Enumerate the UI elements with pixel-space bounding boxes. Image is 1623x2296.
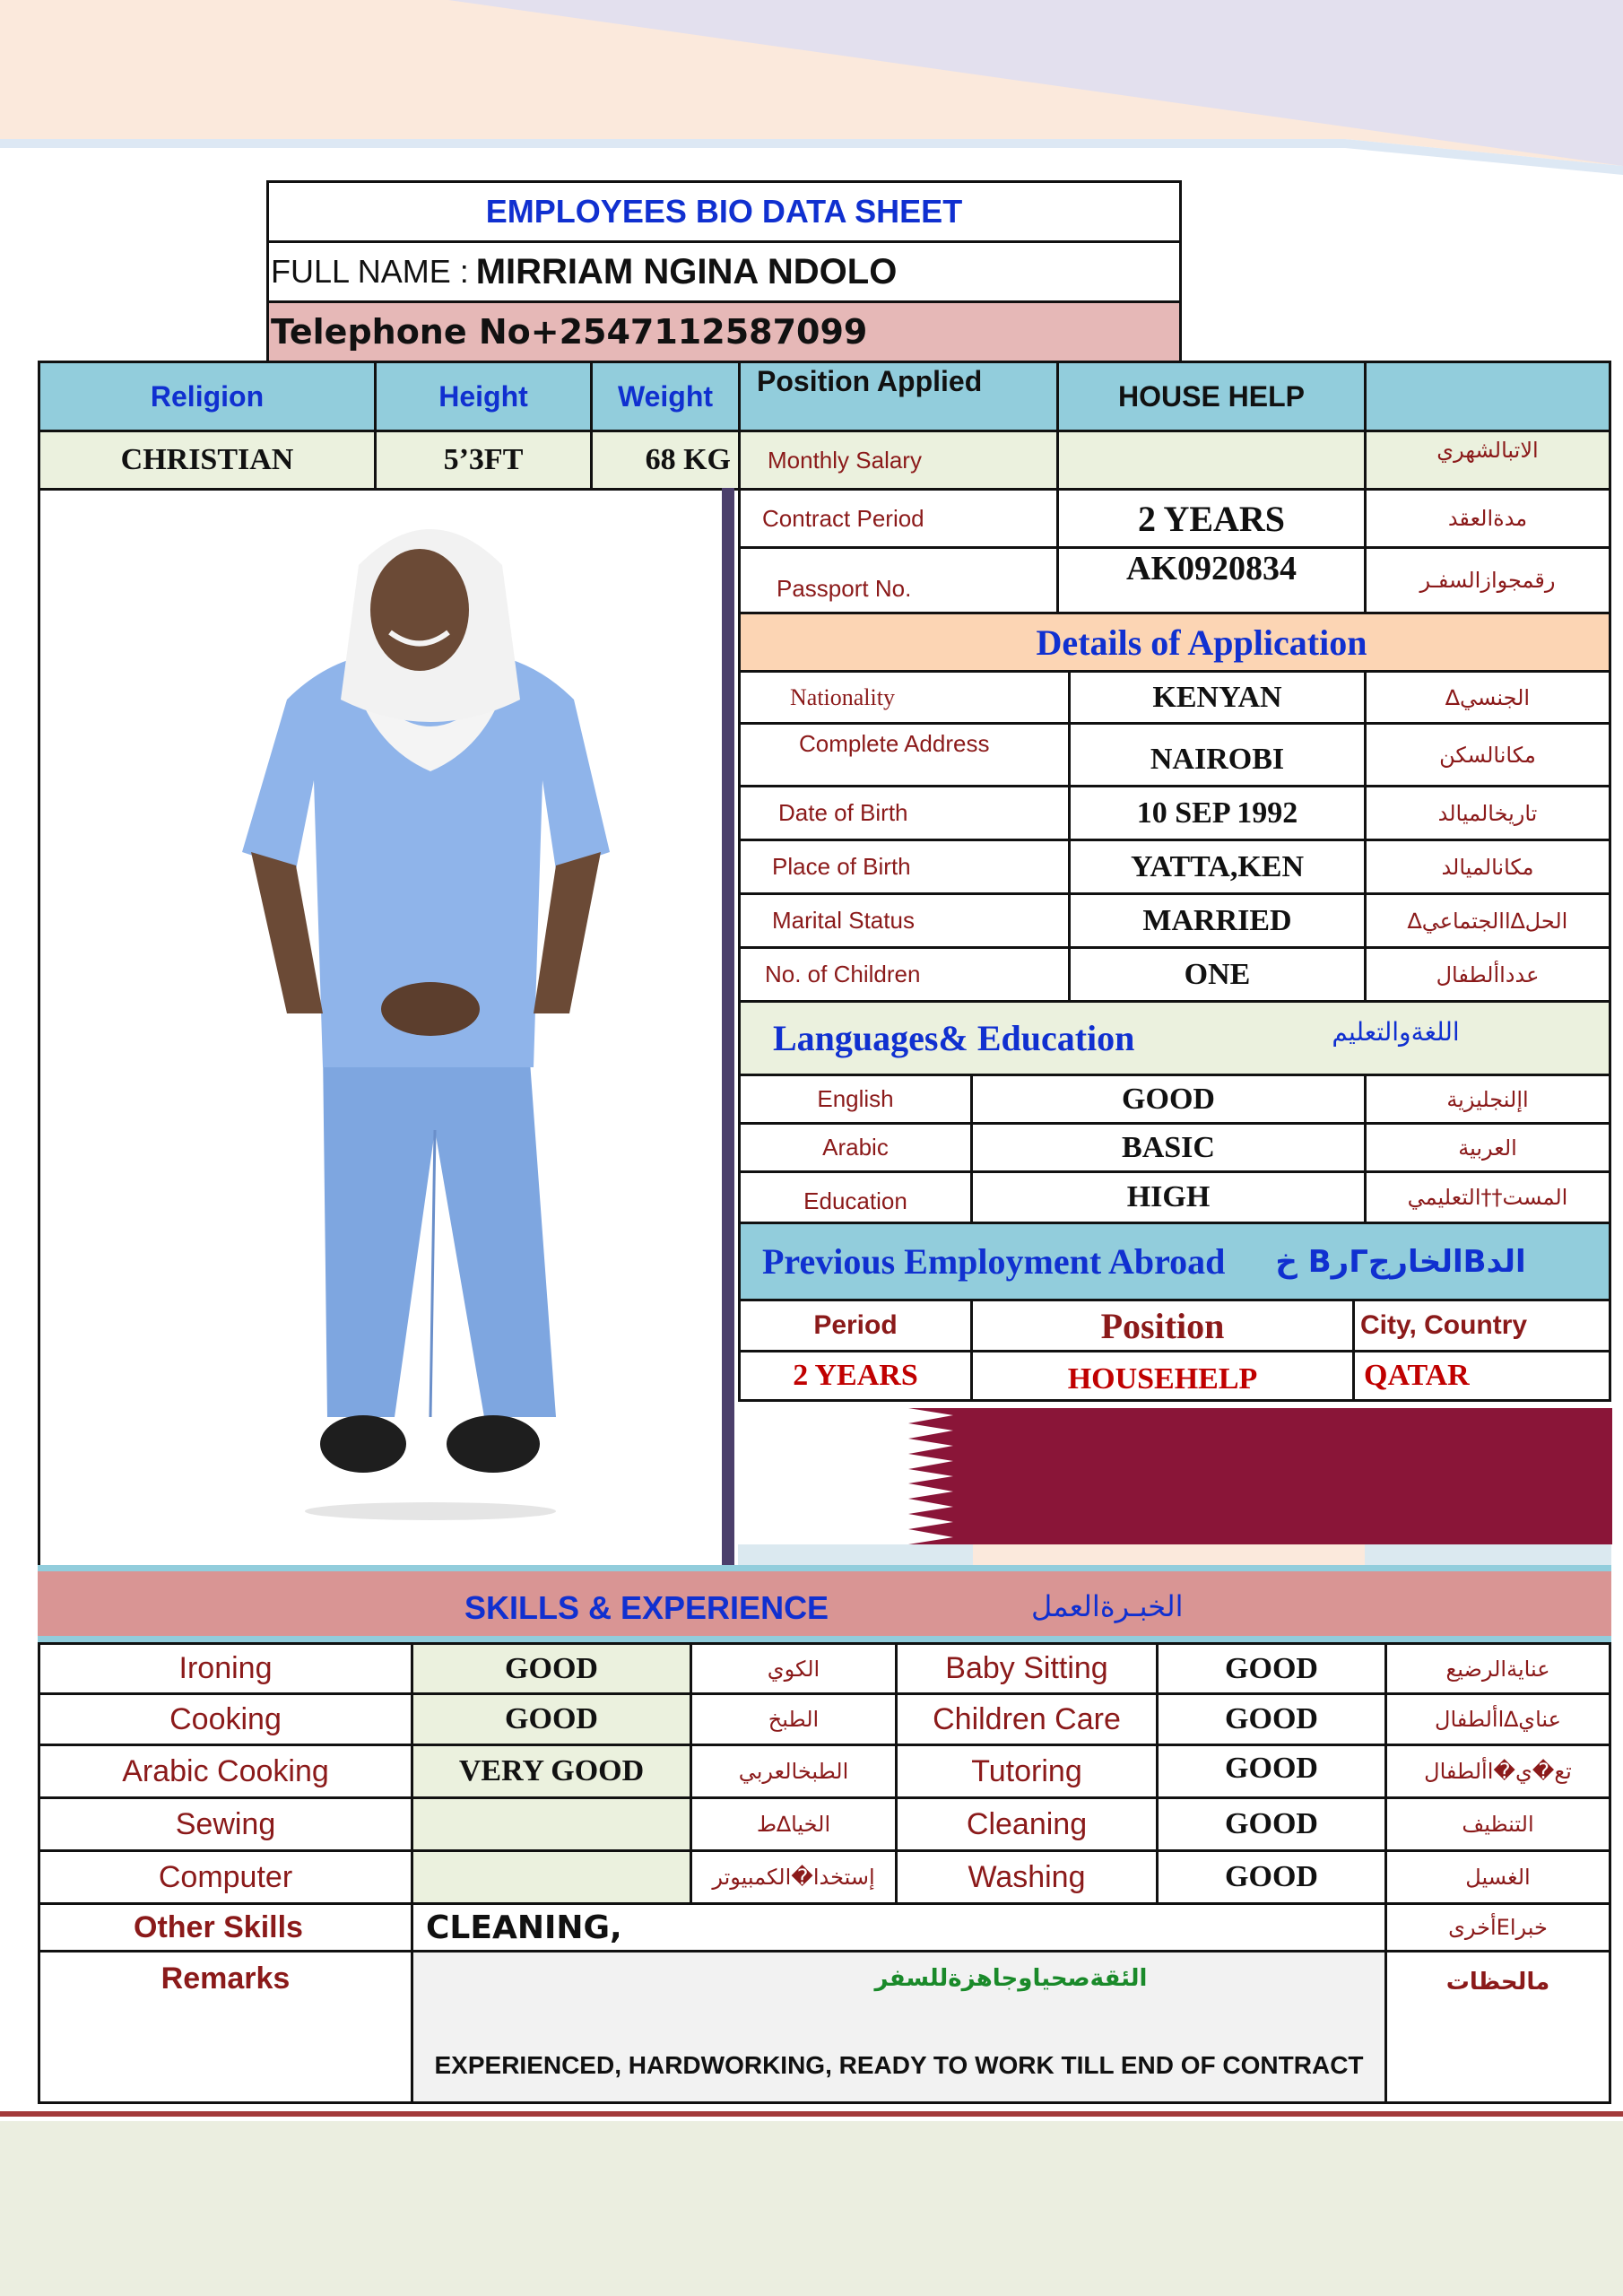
detail-ar <box>1364 785 1611 841</box>
detail-label-text: Marital Status <box>772 907 915 934</box>
skill-name-text: Children Care <box>933 1701 1121 1736</box>
contract-ar-text: مدةالعقد <box>1447 506 1528 531</box>
salary-label <box>738 430 1059 491</box>
weight-value-text: 68 KG <box>645 443 731 476</box>
salary-label-text: Monthly Salary <box>768 446 922 474</box>
height-value <box>374 430 593 491</box>
position-value-text: HOUSEHELP <box>1067 1362 1258 1396</box>
skill-ar <box>690 1796 898 1852</box>
detail-value-text: ONE <box>1184 957 1251 991</box>
employment-title-ar: الدBالخارجΓرB خ <box>1275 1243 1526 1280</box>
photo-divider <box>722 488 734 1569</box>
period-header <box>738 1299 973 1352</box>
detail-label-text: No. of Children <box>765 961 921 987</box>
skill-level-text: GOOD <box>505 1702 598 1735</box>
position-header-text: Position <box>1100 1305 1225 1346</box>
skill-name <box>895 1744 1159 1799</box>
skill-name-text: Tutoring <box>971 1753 1082 1788</box>
other-skills-label <box>38 1902 413 1952</box>
full-name-value: MIRRIAM NGINA NDOLO <box>475 251 898 291</box>
skill-ar <box>690 1849 898 1905</box>
detail-ar-text: مكانالسكن <box>1439 742 1536 768</box>
language-ar <box>1364 1122 1611 1173</box>
other-skills-label-text: Other Skills <box>134 1909 303 1944</box>
position-applied-value <box>1056 361 1367 432</box>
period-value-text: 2 YEARS <box>793 1359 918 1392</box>
remarks-ar <box>1384 1950 1611 2104</box>
detail-ar <box>1364 670 1611 725</box>
detail-ar-text: الحل∆االجتماعي∆ <box>1407 908 1568 934</box>
detail-value <box>1068 892 1367 949</box>
position-value <box>970 1350 1355 1402</box>
details-title <box>738 612 1611 673</box>
contract-value <box>1056 488 1367 549</box>
contract-label-text: Contract Period <box>762 504 924 532</box>
contract-value-text: 2 YEARS <box>1137 498 1286 539</box>
skill-name <box>895 1692 1159 1746</box>
language-label <box>738 1074 973 1125</box>
period-value <box>738 1350 973 1402</box>
skill-name <box>38 1796 413 1852</box>
skill-name <box>895 1849 1159 1905</box>
detail-value <box>1068 946 1367 1003</box>
detail-value <box>1068 722 1367 787</box>
skill-ar <box>1384 1849 1611 1905</box>
skill-level <box>1156 1692 1387 1746</box>
remarks-ar-green: الئقةصحياوجاهزةللسفر <box>874 1965 1148 1992</box>
position-applied-ar <box>1364 361 1611 432</box>
language-ar-text: العربية <box>1458 1135 1517 1161</box>
height-header <box>374 361 593 432</box>
detail-value-text: 10 SEP 1992 <box>1136 796 1298 830</box>
skill-ar <box>1384 1744 1611 1799</box>
skill-ar-text: التنظيف <box>1462 1812 1534 1837</box>
salary-ar <box>1364 430 1611 491</box>
detail-label <box>738 946 1071 1003</box>
skill-level <box>411 1849 692 1905</box>
religion-value-text: CHRISTIAN <box>120 443 294 476</box>
skill-ar-text: عناي∆األطفال <box>1435 1707 1561 1732</box>
detail-ar <box>1364 892 1611 949</box>
skill-level-text: GOOD <box>1225 1752 1318 1785</box>
remarks-label-text: Remarks <box>161 1961 291 1996</box>
skill-name <box>38 1849 413 1905</box>
detail-label <box>738 892 1071 949</box>
city-value <box>1352 1350 1611 1402</box>
position-applied-value-text: HOUSE HELP <box>1117 379 1306 413</box>
language-ar-text: المست††التعليمي <box>1407 1185 1568 1210</box>
detail-ar-text: الجنسي∆ <box>1445 684 1531 710</box>
other-skills-value <box>411 1902 1387 1952</box>
language-label-text: Education <box>803 1187 907 1214</box>
header-decoration <box>0 0 1623 179</box>
skill-ar-text: عنايةالرضيع <box>1445 1656 1550 1682</box>
skill-ar <box>690 1692 898 1746</box>
skill-ar-text: تع�ي�األطفال <box>1424 1759 1572 1784</box>
religion-value <box>38 430 377 491</box>
language-label <box>738 1122 973 1173</box>
salary-value <box>1056 430 1367 491</box>
skill-name <box>38 1744 413 1799</box>
employment-title-text: Previous Employment Abroad <box>762 1241 1226 1282</box>
footer-line <box>0 2111 1623 2117</box>
religion-header-text: Religion <box>150 379 265 413</box>
language-value-text: HIGH <box>1126 1180 1211 1213</box>
skill-name-text: Ironing <box>178 1651 273 1685</box>
passport-value <box>1056 546 1367 614</box>
skill-ar-text: الغسيل <box>1465 1865 1531 1890</box>
skill-level <box>411 1744 692 1799</box>
language-value <box>970 1074 1367 1125</box>
detail-ar <box>1364 946 1611 1003</box>
language-ar <box>1364 1170 1611 1224</box>
telephone-row <box>266 300 1182 363</box>
passport-value-text: AK0920834 <box>1126 550 1297 587</box>
detail-ar <box>1364 722 1611 787</box>
religion-header <box>38 361 377 432</box>
height-header-text: Height <box>438 379 528 413</box>
detail-value-text: KENYAN <box>1152 680 1282 714</box>
skill-ar <box>1384 1692 1611 1746</box>
detail-ar <box>1364 839 1611 895</box>
skill-name <box>895 1642 1159 1695</box>
skill-ar-text: الخيا∆ط <box>756 1812 831 1837</box>
skill-name <box>895 1796 1159 1852</box>
detail-label-text: Date of Birth <box>778 799 908 826</box>
skill-level-text: VERY GOOD <box>458 1754 645 1787</box>
language-value-text: GOOD <box>1122 1082 1215 1116</box>
weight-header-text: Weight <box>617 379 714 413</box>
detail-label <box>738 785 1071 841</box>
detail-ar-text: مكانالميالد <box>1441 854 1534 880</box>
detail-label-text: Place of Birth <box>772 853 911 880</box>
skill-ar <box>1384 1642 1611 1695</box>
skills-title: SKILLS & EXPERIENCE <box>464 1589 829 1626</box>
detail-value <box>1068 670 1367 725</box>
skill-name-text: Washing <box>968 1859 1086 1894</box>
weight-value <box>590 430 741 491</box>
skill-name-text: Arabic Cooking <box>122 1753 329 1788</box>
languages-title-ar: اللغةوالتعليم <box>1332 1017 1460 1047</box>
full-name-row <box>266 240 1182 303</box>
language-label <box>738 1170 973 1224</box>
skill-level-text: GOOD <box>1225 1807 1318 1840</box>
other-skills-ar-text: خبراEأخرى <box>1448 1915 1548 1940</box>
weight-header <box>590 361 741 432</box>
skill-name <box>38 1692 413 1746</box>
detail-value-text: YATTA,KEN <box>1130 849 1305 883</box>
detail-value <box>1068 839 1367 895</box>
city-value-text: QATAR <box>1364 1359 1470 1392</box>
skill-name-text: Cooking <box>169 1701 282 1736</box>
skill-level-text: GOOD <box>1225 1702 1318 1735</box>
remarks-label <box>38 1950 413 2104</box>
city-header <box>1352 1299 1611 1352</box>
remarks-ar-text: مالحظات <box>1445 1969 1550 1996</box>
skill-name-text: Computer <box>158 1859 293 1894</box>
skill-ar-text: إستخدا�الكمبيوتر <box>712 1865 875 1890</box>
salary-ar-text: الاتبالشهري <box>1436 438 1539 463</box>
detail-label-text: Complete Address <box>799 730 990 757</box>
skill-level <box>1156 1796 1387 1852</box>
skill-level <box>411 1642 692 1695</box>
detail-value-text: NAIROBI <box>1150 742 1285 776</box>
passport-label-text: Passport No. <box>777 574 912 602</box>
remarks-body <box>411 1950 1387 2104</box>
period-header-text: Period <box>813 1310 898 1340</box>
other-skills-value-text: CLEANING, <box>426 1909 622 1946</box>
skills-title-ar: الخبـرةالعمل <box>1031 1589 1184 1623</box>
language-value <box>970 1122 1367 1173</box>
skill-ar <box>690 1642 898 1695</box>
skill-ar <box>690 1744 898 1799</box>
contract-label <box>738 488 1059 549</box>
language-ar <box>1364 1074 1611 1125</box>
skill-level-text: GOOD <box>1225 1651 1318 1685</box>
language-value-text: BASIC <box>1122 1130 1215 1164</box>
skill-ar-text: الطبخالعربي <box>738 1759 849 1784</box>
details-title-text: Details of Application <box>1036 622 1367 663</box>
passport-ar <box>1364 546 1611 614</box>
city-header-text: City, Country <box>1360 1310 1528 1340</box>
position-applied-label <box>738 361 1059 432</box>
language-label-text: English <box>817 1085 894 1112</box>
employee-photo <box>224 511 628 1525</box>
qatar-flag-icon <box>738 1408 1612 1544</box>
other-skills-ar <box>1384 1902 1611 1952</box>
skill-level-text: GOOD <box>1225 1860 1318 1893</box>
telephone-text: Telephone No+2547112587099 <box>271 312 868 352</box>
height-value-text: 5’3FT <box>443 443 524 476</box>
sheet-title <box>266 180 1182 243</box>
detail-ar-text: عدداألطفال <box>1436 961 1540 987</box>
skill-name-text: Sewing <box>175 1806 276 1841</box>
position-applied-label-text: Position Applied <box>757 365 983 397</box>
skill-level <box>1156 1642 1387 1695</box>
skill-name-text: Cleaning <box>966 1806 1088 1841</box>
skill-ar-text: الطبخ <box>768 1707 820 1732</box>
detail-value <box>1068 785 1367 841</box>
detail-ar-text: تاريخالميالد <box>1437 800 1538 826</box>
employment-title <box>738 1222 1611 1301</box>
skill-level <box>411 1692 692 1746</box>
language-ar-text: اإلنجليزية <box>1446 1086 1529 1112</box>
sheet-title-text: EMPLOYEES BIO DATA SHEET <box>485 193 963 230</box>
detail-label <box>738 722 1071 787</box>
skill-ar <box>1384 1796 1611 1852</box>
detail-value-text: MARRIED <box>1142 903 1292 937</box>
language-label-text: Arabic <box>822 1134 889 1161</box>
passport-label <box>738 546 1059 614</box>
skill-ar-text: الكوي <box>767 1656 820 1682</box>
detail-label <box>738 670 1071 725</box>
skill-level <box>411 1796 692 1852</box>
skill-level-text: GOOD <box>505 1651 598 1685</box>
skill-name-text: Baby Sitting <box>945 1651 1108 1685</box>
skill-level <box>1156 1744 1387 1799</box>
detail-label-text: Nationality <box>790 683 895 710</box>
full-name-label: FULL NAME : <box>271 253 469 290</box>
languages-title-text: Languages& Education <box>773 1018 1135 1058</box>
languages-title <box>738 1000 1611 1076</box>
position-header <box>970 1299 1355 1352</box>
detail-label <box>738 839 1071 895</box>
footer-background <box>0 2121 1623 2296</box>
skill-level <box>1156 1849 1387 1905</box>
skill-name <box>38 1642 413 1695</box>
remarks-text: EXPERIENCED, HARDWORKING, READY TO WORK TILL END OF CONTRACT <box>434 2051 1364 2079</box>
language-value <box>970 1170 1367 1224</box>
contract-ar <box>1364 488 1611 549</box>
passport-ar-text: رقمجوازالسفـر <box>1419 568 1556 593</box>
